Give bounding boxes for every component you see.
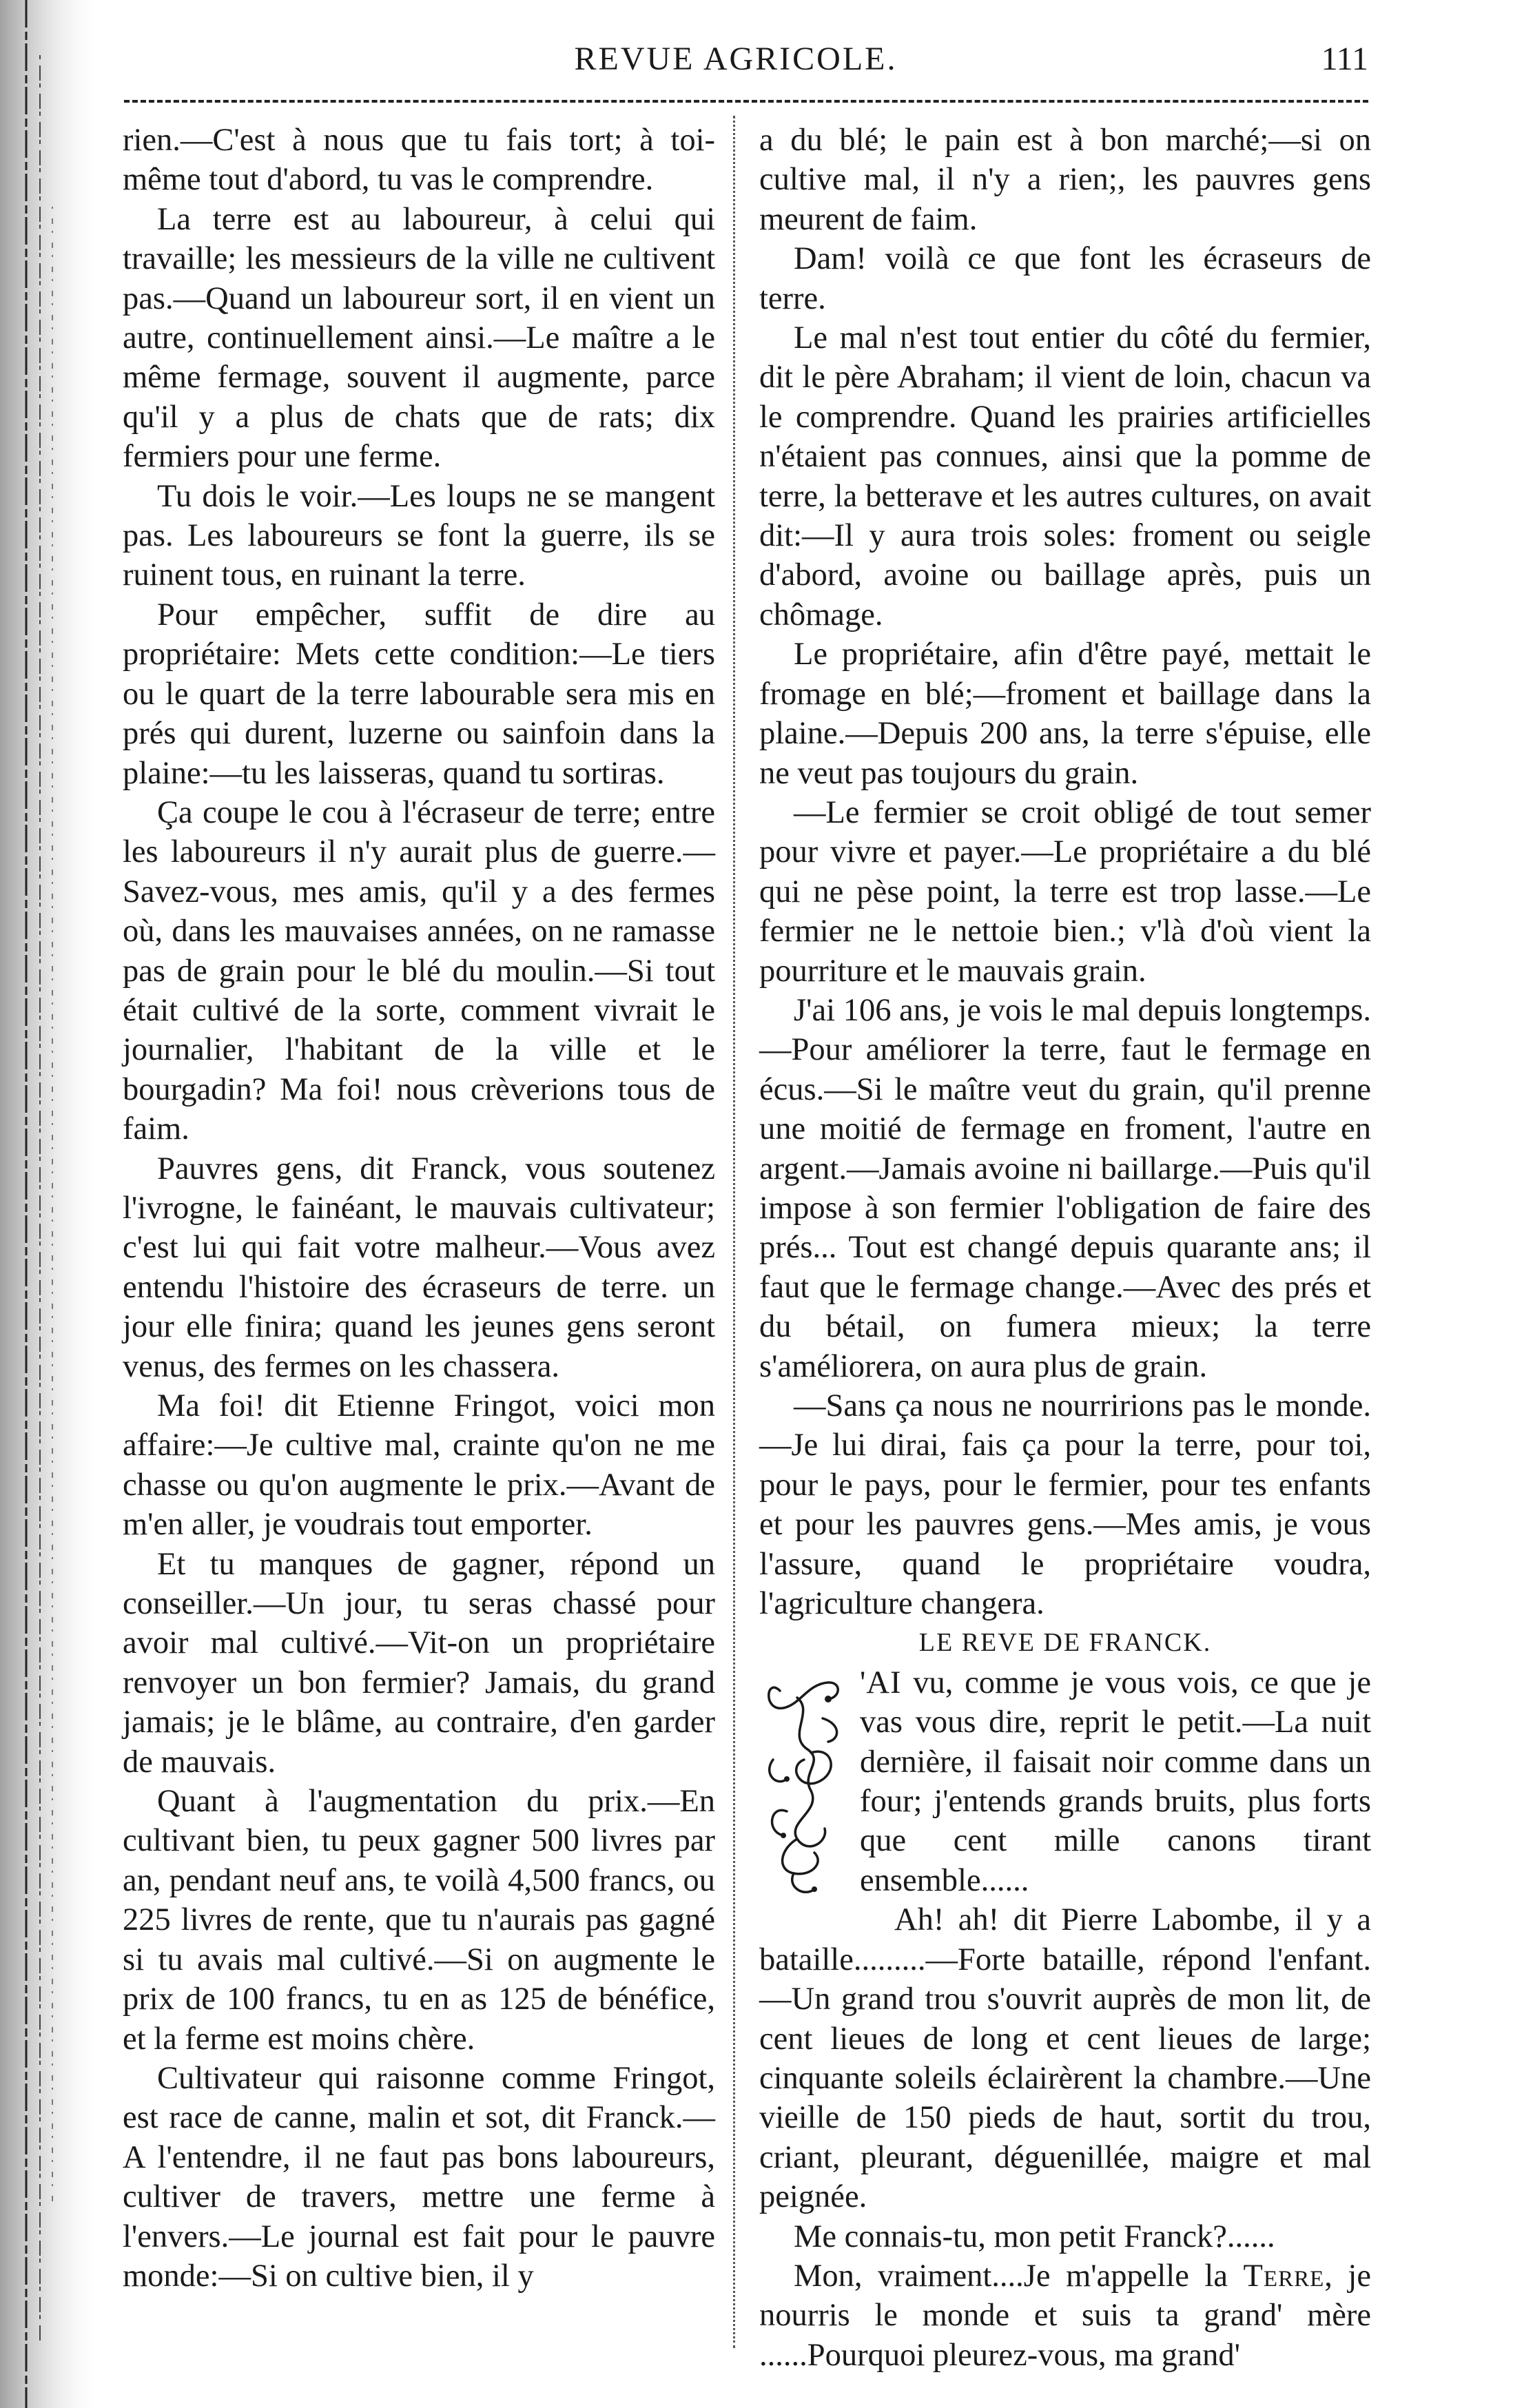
paragraph: Le propriétaire, afin d'être payé, mettait le fromage en blé;—froment et baillage dans la plaine.—Depuis 200 ans, la terre s'épuise, elle ne veut pas toujours du grain.	[759, 637, 1371, 791]
paragraph: Pour empêcher, suffit de dire au propriétaire: Mets cette condition:—Le tiers ou le quart de la terre labourable sera mis en prés qui durent, luzerne ou sainfoin dans la plaine:—tu les laisseras, quand tu sortiras.	[123, 597, 715, 791]
paragraph: rien.—C'est à nous que tu fais tort; à toi-même tout d'abord, tu vas le comprendre.	[123, 123, 715, 198]
right-column-lower	[759, 1900, 1371, 2256]
paragraph: Ça coupe le cou à l'écraseur de terre; entre les laboureurs il n'y aurait plus de guerre.—Savez-vous, mes amis, qu'il y a des fermes où, dans les mauvaises années, on ne ramasse pas de grain pour le blé du moulin.—Si tout était cultivé de la sorte, comment vivrait le journalier, l'habitant de la ville et le bourgadin? Ma foi! nous crèverions tous de faim.	[123, 794, 715, 1147]
right-column	[759, 121, 1371, 2375]
section-title: LE REVE DE FRANCK.	[918, 1628, 1212, 1658]
paragraph: Quant à l'augmentation du prix.—En cultivant bien, tu peux gagner 500 livres par an, pendant neuf ans, te voilà 4,500 francs, ou 225 livres de rente, que tu n'aurais pas gagné si tu avais mal cultivé.—Si on augmente le prix de 100 francs, tu en as 125 de bénéfice, et la ferme est moins chère.	[123, 1784, 715, 2057]
opening-text: vu, comme je vous vois, ce que je vas vous dire, reprit le petit.—La nuit dernière, il faisait noir comme dans un four; j'entends grands bruits, plus forts que cent mille canons tirant ensemble......	[860, 1665, 1371, 1898]
page-header	[103, 40, 1368, 102]
final-paragraph-text-start: Mon, vraiment....Je m'appelle la	[794, 2258, 1244, 2294]
terre-smallcaps: Terre	[1243, 2258, 1325, 2294]
paragraph: Tu dois le voir.—Les loups ne se mangent pas. Les laboureurs se font la guerre, ils se ruinent tous, en ruinant la terre.	[123, 478, 715, 593]
binding-shadow	[0, 0, 103, 2408]
dropcap-paragraph	[759, 1663, 1371, 1900]
paragraph: —Sans ça nous ne nourririons pas le monde.—Je lui dirai, fais ça pour la terre, pour toi, pour le pays, pour le fermier, pour tes enfants et pour les pauvres gens.—Mes amis, je vous l'assure, quand le propriétaire voudra, l'agriculture changera.	[759, 1388, 1371, 1622]
paragraph: La terre est au laboureur, à celui qui travaille; les messieurs de la ville ne cultivent pas.—Quand un laboureur sort, il en vient un autre, continuellement ainsi.—Le maître a le même fermage, souvent il augmente, parce qu'il y a plus de chats que de rats; dix fermiers pour une ferme.	[123, 201, 715, 475]
paragraph: Et tu manques de gagner, répond un conseiller.—Un jour, tu seras chassé pour avoir mal cultivé.—Vit-on un propriétaire renvoyer un bon fermier? Jamais, du grand jamais; je le blâme, au contraire, d'en garder de mauvais.	[123, 1546, 715, 1780]
ornamental-j-icon	[759, 1670, 849, 1904]
final-paragraph-text-end: , je nourris le monde et suis ta grand' mère ......Pourquoi pleurez-vous, ma grand'	[759, 2258, 1371, 2373]
paragraph: Pauvres gens, dit Franck, vous soutenez l'ivrogne, le fainéant, le mauvais cultivateur; c'est lui qui fait votre malheur.—Vous avez entendu l'histoire des écraseurs de terre. un jour elle finira; quand les jeunes gens seront venus, des fermes on les chassera.	[123, 1151, 715, 1384]
paragraph: Le mal n'est tout entier du côté du fermier, dit le père Abraham; il vient de loin, chacun va le comprendre. Quand les prairies artificielles n'étaient pas connues, ainsi que la pomme de terre, la betterave et les autres cultures, on avait dit:—Il y aura trois soles: froment ou seigle d'abord, avoine ou baillage après, puis un chômage.	[759, 320, 1371, 632]
ornamental-initial	[759, 1670, 849, 1904]
left-column	[123, 121, 715, 2296]
paragraph: Dam! voilà ce que font les écraseurs de terre.	[759, 241, 1371, 316]
paragraph: Me connais-tu, mon petit Franck?......	[794, 2219, 1275, 2254]
paragraph: Ma foi! dit Etienne Fringot, voici mon affaire:—Je cultive mal, crainte qu'on ne me chasse ou qu'on augmente le prix.—Avant de m'en aller, je voudrais tout emporter.	[123, 1388, 715, 1543]
paragraph: —Le fermier se croit obligé de tout semer pour vivre et payer.—Le propriétaire a du blé qui ne pèse point, la terre est trop lasse.—Le fermier ne le nettoie bien.; v'là d'où vient la pourriture et le mauvais grain.	[759, 794, 1371, 989]
paragraph: Ah! ah! dit Pierre Labombe, il y a bataille.........—Forte bataille, répond l'enfant.—Un grand trou s'ouvrit auprès de mon lit, de cent lieues de long et cent lieues de large; cinquante soleils éclairèrent la chambre.—Une vieille de 150 pieds de haut, sortit du trou, criant, pleurant, déguenillée, maigre et mal peignée.	[759, 1902, 1371, 2215]
paragraph: J'ai 106 ans, je vois le mal depuis longtemps.—Pour améliorer la terre, faut le fermage en écus.—Si le maître veut du grain, qu'il prenne une moitié de fermage en froment, l'autre en argent.—Jamais avoine ni baillarge.—Puis qu'il impose à son fermier l'obligation de faire des prés... Tout est changé depuis quarante ans; il faut que le fermage change.—Avec des prés et du bétail, on fumera mieux; la terre s'améliorera, on aura plus de grain.	[759, 992, 1371, 1384]
paragraph: a du blé; le pain est à bon marché;—si on cultive mal, il n'y a rien;, les pauvres gens meurent de faim.	[759, 123, 1371, 237]
final-paragraph	[759, 2256, 1371, 2375]
page-number: 111	[1321, 41, 1368, 77]
right-column-upper	[759, 121, 1371, 1623]
header-rule	[124, 100, 1368, 103]
column-divider	[733, 116, 735, 2348]
running-title: REVUE AGRICOLE.	[574, 41, 898, 77]
opening-cap-text: 'AI	[860, 1665, 902, 1700]
paragraph: Cultivateur qui raisonne comme Fringot, est race de canne, malin et sot, dit Franck.—A l'entendre, il ne faut pas bons laboureurs, cultiver de travers, mettre une ferme à l'envers.—Le journal est fait pour le pauvre monde:—Si on cultive bien, il y	[123, 2060, 715, 2294]
page-binding-edge	[0, 0, 103, 2408]
